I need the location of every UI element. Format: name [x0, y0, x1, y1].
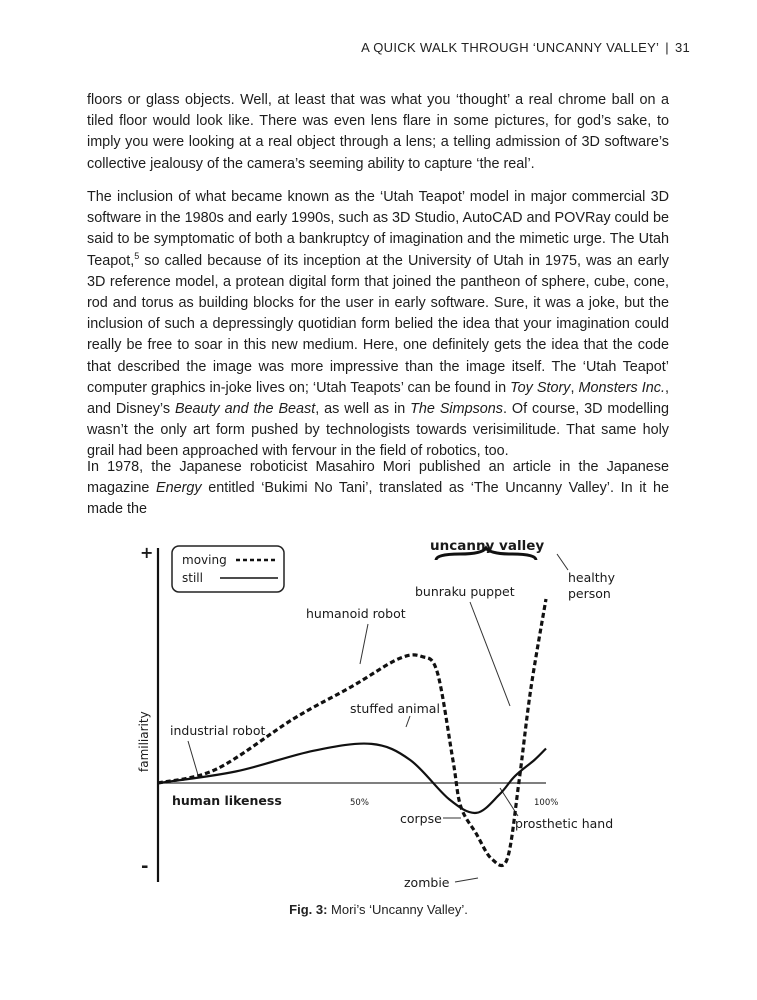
pointer-stuffed-animal	[406, 716, 410, 727]
paragraph-2	[87, 187, 669, 484]
paragraph-2-text	[87, 187, 669, 463]
pointer-industrial-robot	[188, 741, 198, 775]
y-plus-marker: +	[140, 543, 154, 562]
paragraph-1-text: floors or glass objects. Well, at least that was what you ‘thought’ a real chrome ball on a tiled floor would look like. There was even lens flare in some pictures, for god’s sake, to imply you were looking at a real object through a lens; a telling admission of 3D software’s collective jealousy of the camera’s seeming ability to capture ‘the real’.	[87, 92, 669, 172]
x-axis-label: human likeness	[172, 793, 282, 808]
header-separator: |	[665, 40, 669, 55]
p2-part: ,	[570, 379, 579, 396]
p2-part: so called because of its inception at the University of Utah in 1975, was an early 3D reference model, a protean digital form that joined the pantheon of sphere, cube, cone, rod and torus as building blocks for the user in early software. Sure, it was a joke, but the inclusion of such a depressingly quotidian form belied the idea that your imagination could really be free to soar in this new medium. Here, one definitely gets the idea that the code that described the image was more impressive than the image itself. The ‘Utah Teapot’ computer graphics in-joke lives on; ‘Utah Teapots’ can be found in	[87, 252, 669, 396]
p2-part: , and Disney’s	[87, 379, 669, 418]
label-prosthetic-hand: prosthetic hand	[515, 816, 614, 831]
footnote-marker[interactable]: 5	[134, 250, 140, 261]
p3-part: In 1978, the Japanese roboticist Masahiro Mori published an article in the Japanese magazine	[87, 459, 669, 497]
x-tick-50: 50%	[350, 798, 369, 808]
running-header	[361, 40, 690, 55]
pointer-healthy-person	[557, 554, 568, 570]
uncanny-valley-figure	[110, 530, 640, 905]
label-corpse: corpse	[400, 811, 442, 826]
label-humanoid-robot: humanoid robot	[306, 606, 406, 621]
p2-part: . Of course, 3D modelling wasn’t the only art form pushed by technologists towards verisimilitude. That same holy grail had been approached with fervour in the field of robotics, too.	[87, 401, 669, 460]
label-bunraku-puppet: bunraku puppet	[415, 584, 515, 599]
title-the-simpsons: The Simpsons	[410, 401, 504, 418]
p2-part: The inclusion of what became known as the ‘Utah Teapot’ model in major commercial 3D software in the 1980s and early 1990s, such as 3D Studio, AutoCAD and POVRay could be said to be symptomatic of both a bankruptcy of imagination and the mimetic urge. The Utah Teapot,	[87, 189, 669, 269]
title-monsters-inc: Monsters Inc.	[578, 379, 665, 396]
paragraph-3-text	[87, 457, 669, 521]
legend-label-moving: moving	[182, 553, 227, 567]
label-person: person	[568, 586, 611, 601]
running-title: A QUICK WALK THROUGH ‘UNCANNY VALLEY’	[361, 40, 660, 55]
pointer-zombie	[455, 878, 478, 882]
label-industrial-robot: industrial robot	[170, 723, 266, 738]
uncanny-valley-chart	[110, 530, 640, 905]
y-axis-label: familiarity	[137, 711, 151, 772]
figure-caption-label: Fig. 3:	[289, 902, 328, 917]
figure-caption-text: Mori’s ‘Uncanny Valley’.	[327, 902, 468, 917]
title-energy: Energy	[156, 480, 202, 497]
page-number: 31	[674, 40, 690, 55]
title-toy-story: Toy Story	[510, 379, 571, 396]
label-stuffed-animal: stuffed animal	[350, 701, 440, 716]
title-beauty-and-the-beast: Beauty and the Beast	[174, 401, 316, 418]
paragraph-1	[87, 90, 669, 196]
label-zombie: zombie	[404, 875, 450, 890]
p2-part: , as well as in	[315, 401, 411, 418]
legend-label-still: still	[182, 571, 203, 585]
y-minus-marker: -	[141, 856, 149, 877]
x-tick-100: 100%	[534, 798, 559, 808]
label-healthy: healthy	[568, 570, 615, 585]
p3-part: entitled ‘Bukimi No Tani’, translated as ‘The Uncanny Valley’. In it he made the	[87, 480, 669, 518]
pointer-humanoid-robot	[360, 624, 368, 664]
pointer-bunraku-puppet	[470, 602, 510, 706]
figure-caption	[0, 902, 757, 917]
label-uncanny-valley: uncanny valley	[430, 538, 545, 554]
